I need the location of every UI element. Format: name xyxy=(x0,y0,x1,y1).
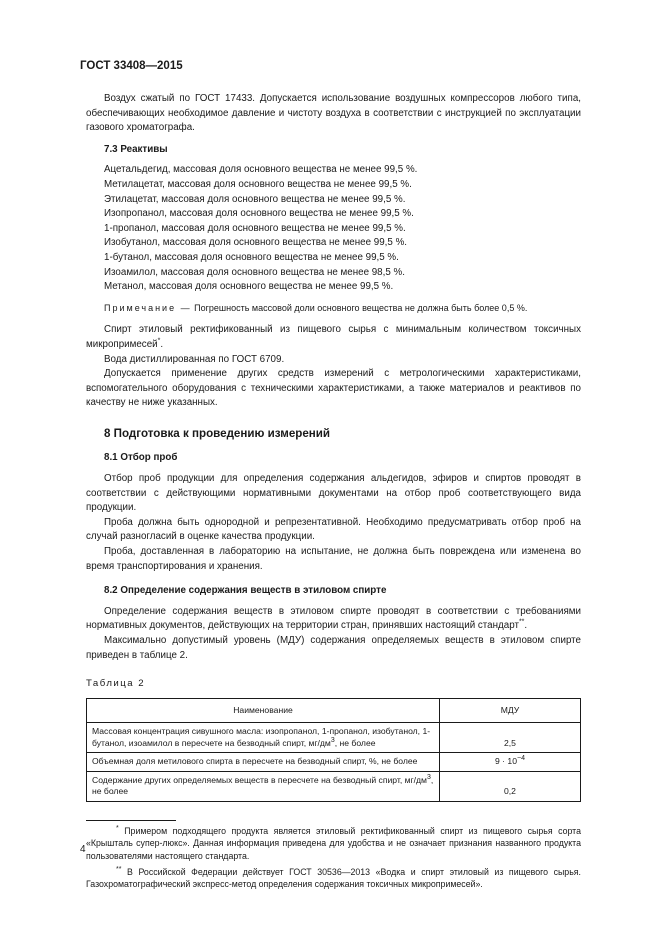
paragraph-water: Вода дистиллированная по ГОСТ 6709. xyxy=(104,353,285,365)
section-8-1-title: 8.1 Отбор проб xyxy=(104,452,178,464)
paragraph-sampling-1: Отбор проб продукции для определения содержания альдегидов, эфиров и спиртов проводят в соответствии с действующими нормативными документами на отбор проб соответствующего вида продукции. xyxy=(86,473,581,514)
paragraph-determination-2: Максимально допустимый уровень (МДУ) содержания определяемых веществ в этиловом спирте приведен в таблице 2. xyxy=(86,635,581,661)
table-cell-value: $9 \cdot 10^{-4}$ xyxy=(440,753,581,772)
mdu-table xyxy=(86,698,581,802)
footnote-divider xyxy=(86,820,176,821)
footnote-1: * Примером подходящего продукта является этиловый ректификованный спирт из пищевого сырья сорта «Крышталь супер-люкс». Данная информация приведена для удобства и не означает признания названного продукта пользователями настоящего стандарта. xyxy=(86,824,581,861)
note-label: Примечание — xyxy=(104,302,192,313)
list-item: Этилацетат, массовая доля основного вещества не менее 99,5 %. xyxy=(104,193,406,205)
reagents-list xyxy=(86,163,581,294)
table-cell-name: Массовая концентрация сивушного масла: изопропанол, 1-пропанол, изобутанол, 1-бутанол, изоамилол в пересчете на безводный спирт, $мг/дм^3$, не более xyxy=(87,723,440,753)
footnote-ref: ** xyxy=(518,619,525,627)
table-row xyxy=(87,723,581,753)
paragraph-compressed-air: Воздух сжатый по ГОСТ 17433. Допускается использование воздушных компрессоров любого типа, обеспечивающих необходимое давление и чистоту воздуха в соответствии с инструкцией по эксплуатации газового хроматографа. xyxy=(86,93,581,134)
paragraph-allowed-means: Допускается применение других средств измерений с метрологическими характеристиками, вспомогательного оборудования с техническими характеристиками, а также материалов и реактивов по качеству не ниже указанных. xyxy=(86,368,581,409)
list-item: Изопропанол, массовая доля основного вещества не менее 99,5 %. xyxy=(104,208,414,220)
page-number: 4 xyxy=(80,844,86,855)
footnote-ref: * xyxy=(157,337,161,345)
paragraph-ethyl-spirit: Спирт этиловый ректификованный из пищевого сырья с минимальным количеством токсичных микропримесей*. xyxy=(86,324,581,350)
table-header-row xyxy=(87,698,581,723)
paragraph-sampling-3: Проба, доставленная в лабораторию на испытание, не должна быть повреждена или изменена во время транспортирования и хранения. xyxy=(86,546,581,572)
page-content xyxy=(86,92,581,895)
paragraph-sampling-2: Проба должна быть однородной и репрезентативной. Необходимо предусматривать отбор проб на случай разногласий в оценке качества продукции. xyxy=(86,516,581,543)
table-cell-value: 0,2 xyxy=(440,771,581,801)
note-text: Погрешность массовой доли основного вещества не должна быть более 0,5 %. xyxy=(194,302,528,313)
table-caption: Таблица 2 xyxy=(86,678,146,690)
list-item: Изоамилол, массовая доля основного вещества не менее 98,5 %. xyxy=(104,266,405,278)
list-item: Метилацетат, массовая доля основного вещества не менее 99,5 %. xyxy=(104,178,412,190)
table-header-mdu: МДУ xyxy=(440,698,581,723)
table-row xyxy=(87,753,581,772)
list-item: 1-бутанол, массовая доля основного вещества не менее 99,5 %. xyxy=(104,251,399,263)
table-header-name: Наименование xyxy=(87,698,440,723)
section-7-3-title: 7.3 Реактивы xyxy=(104,143,168,155)
footnote-2: ** В Российской Федерации действует ГОСТ 30536—2013 «Водка и спирт этиловый из пищевого сырья. Газохроматографический экспресс-метод определения содержания токсичных микропримесей». xyxy=(86,866,581,890)
table-cell-value: 2,5 xyxy=(440,723,581,753)
table-cell-name: Содержание других определяемых веществ в пересчете на безводный спирт, $мг/дм^3$, не более xyxy=(87,771,440,801)
document-code-header: ГОСТ 33408—2015 xyxy=(80,60,183,72)
list-item: Ацетальдегид, массовая доля основного вещества не менее 99,5 %. xyxy=(104,164,418,176)
reagents-note xyxy=(86,301,581,316)
paragraph-determination-1: Определение содержания веществ в этиловом спирте проводят в соответствии с требованиями нормативных документов, действующих на территории стран, принявших настоящий стандарт**. xyxy=(86,605,581,632)
section-8-2-title: 8.2 Определение содержания веществ в этиловом спирте xyxy=(104,585,387,597)
table-cell-name: Объемная доля метилового спирта в пересчете на безводный спирт, %, не более xyxy=(87,753,440,772)
list-item: Изобутанол, массовая доля основного вещества не менее 99,5 %. xyxy=(104,237,408,249)
list-item: 1-пропанол, массовая доля основного вещества не менее 99,5 %. xyxy=(104,222,406,234)
table-row xyxy=(87,771,581,801)
section-8-title: 8 Подготовка к проведению измерений xyxy=(104,426,331,440)
list-item: Метанол, массовая доля основного вещества не менее 99,5 %. xyxy=(104,281,394,293)
